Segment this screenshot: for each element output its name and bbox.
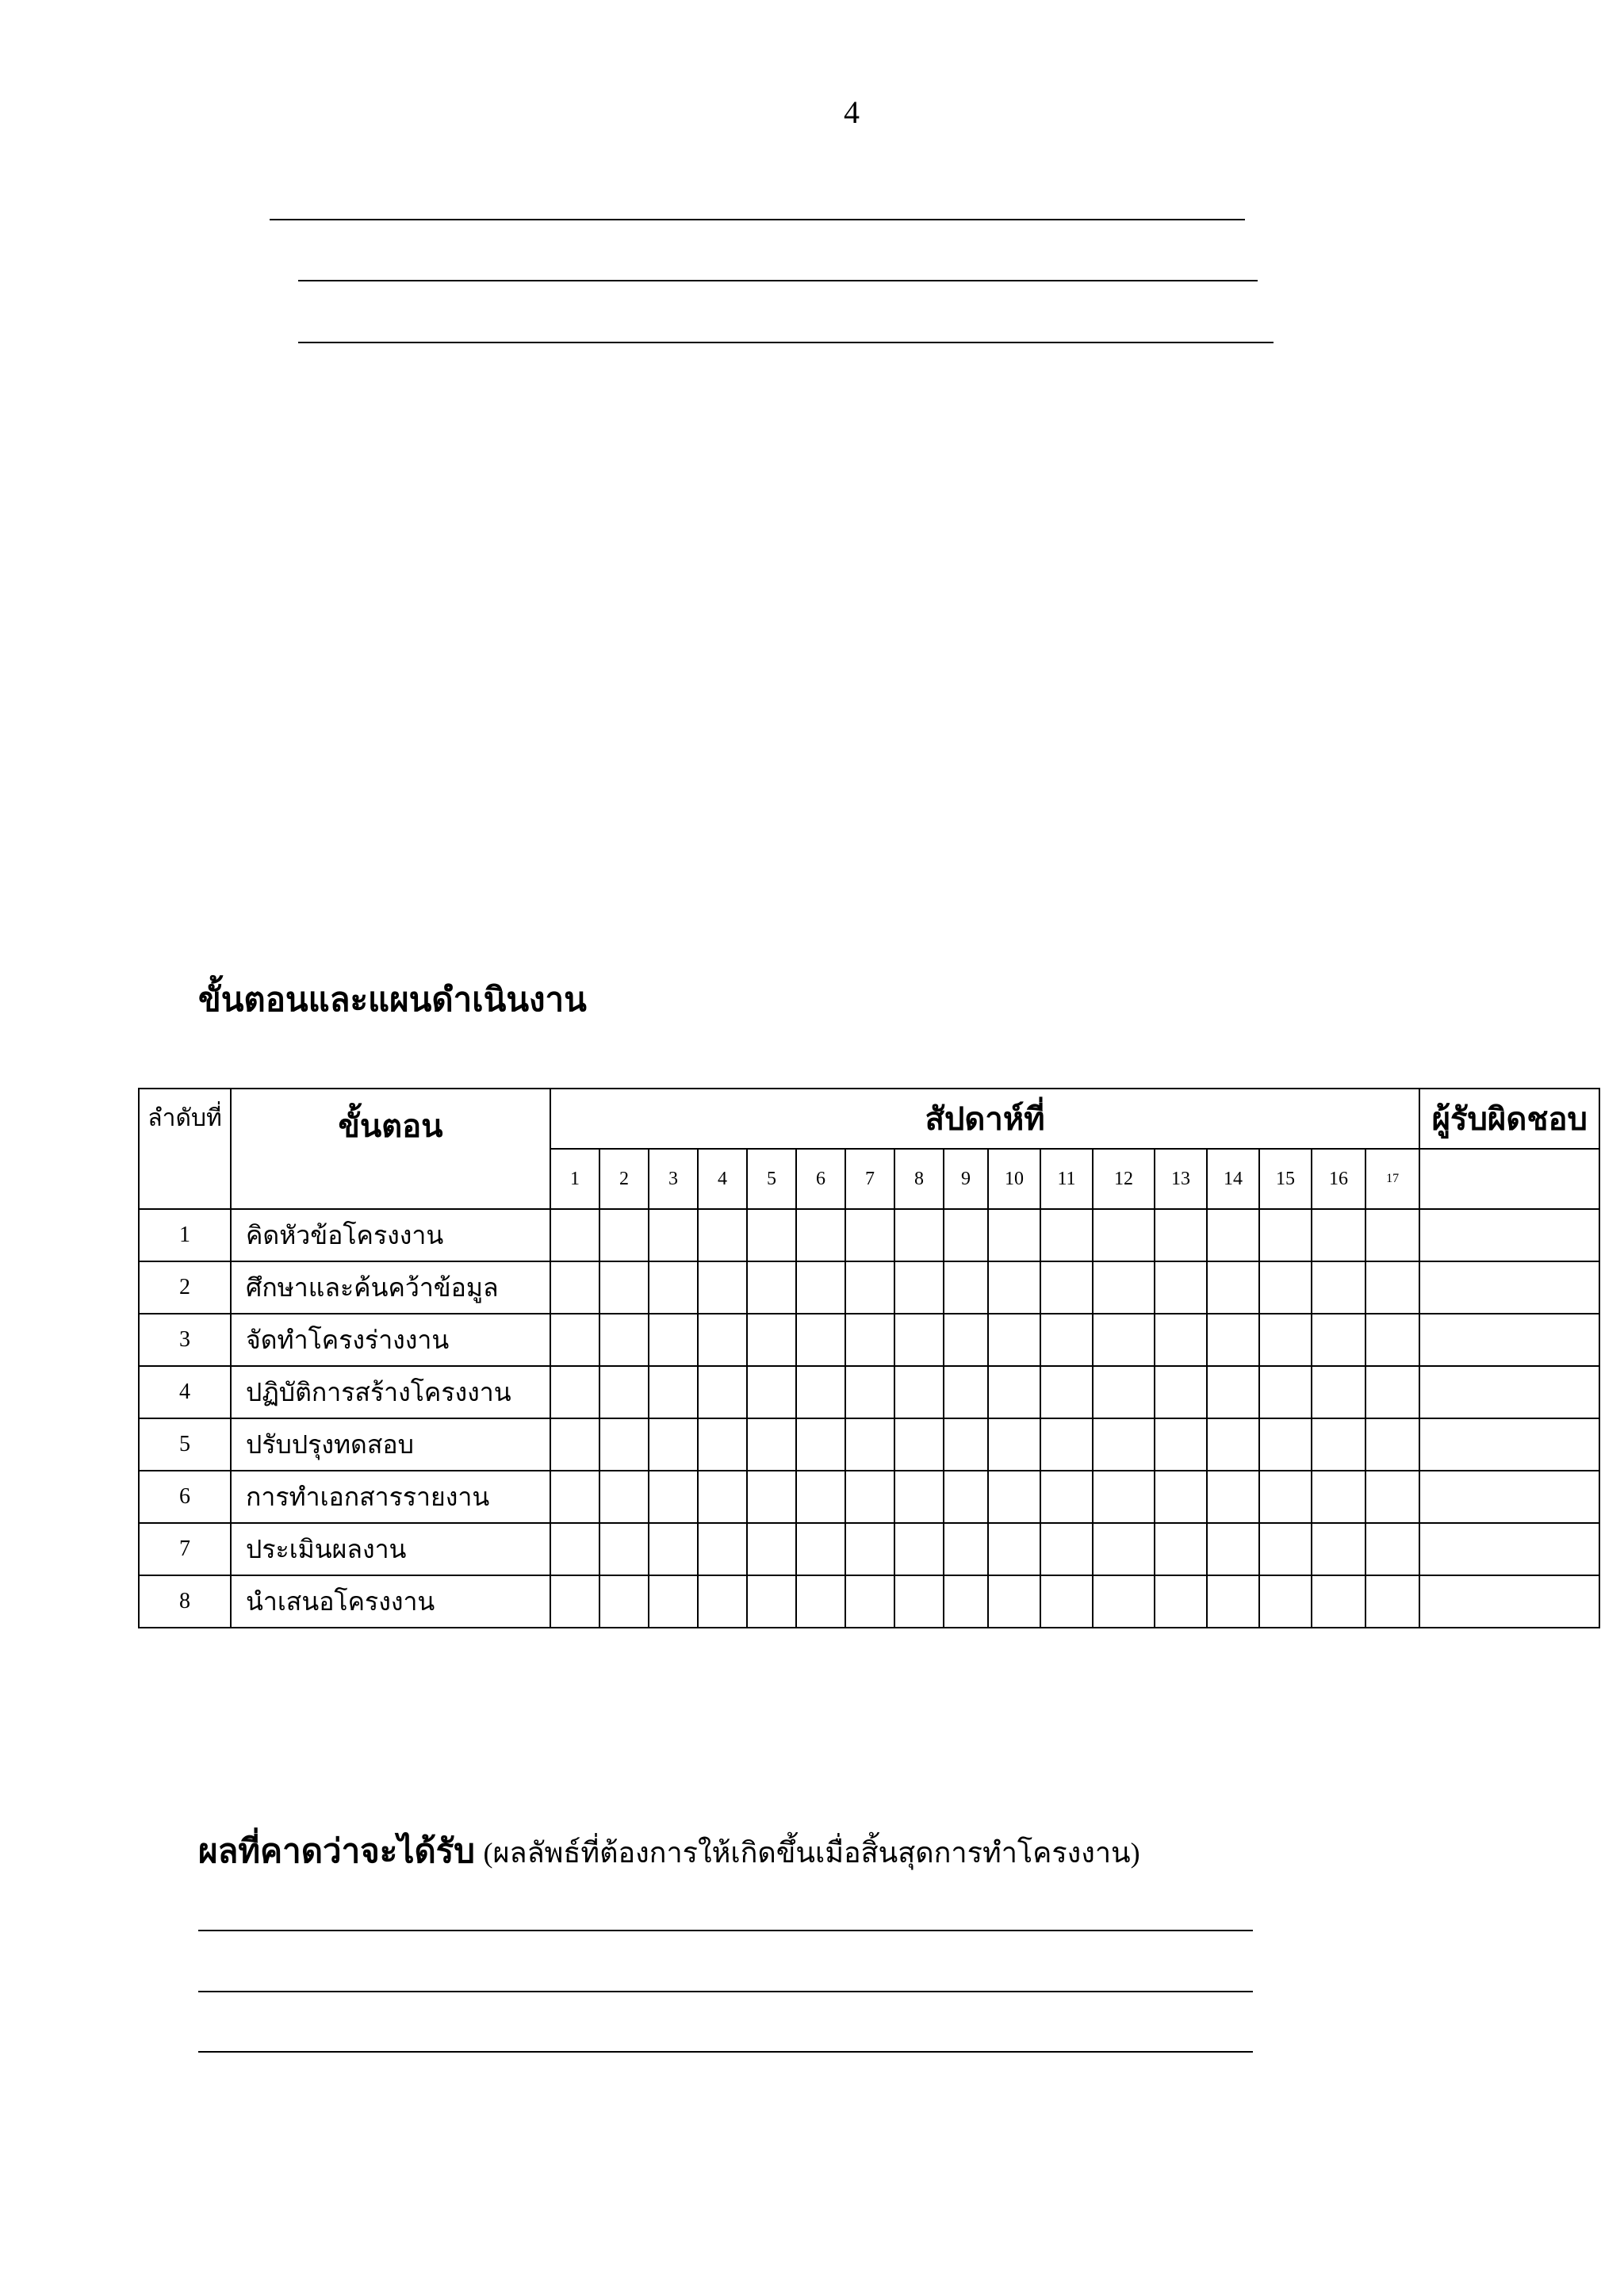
- week-cell: [944, 1523, 988, 1575]
- week-cell: [649, 1261, 698, 1314]
- week-cell: [1259, 1523, 1312, 1575]
- week-cell: [550, 1471, 599, 1523]
- owner-cell: [1419, 1523, 1599, 1575]
- week-cell: [1040, 1418, 1093, 1471]
- week-cell: [1312, 1418, 1365, 1471]
- week-cell: [1312, 1471, 1365, 1523]
- week-cell: [1207, 1209, 1259, 1261]
- week-cell: [1155, 1575, 1207, 1628]
- fill-line: [298, 342, 1274, 343]
- fill-line: [270, 219, 1245, 220]
- fill-line: [298, 280, 1258, 281]
- row-number: 2: [139, 1261, 231, 1314]
- week-cell: [845, 1314, 894, 1366]
- week-number: 16: [1312, 1149, 1365, 1209]
- week-cell: [1040, 1523, 1093, 1575]
- week-cell: [698, 1523, 747, 1575]
- week-cell: [1040, 1471, 1093, 1523]
- plan-table: [138, 1088, 1600, 1628]
- week-cell: [599, 1314, 649, 1366]
- week-cell: [599, 1418, 649, 1471]
- week-cell: [1207, 1523, 1259, 1575]
- week-cell: [944, 1575, 988, 1628]
- week-cell: [894, 1418, 944, 1471]
- week-cell: [845, 1418, 894, 1471]
- table-row: [139, 1209, 1599, 1261]
- week-cell: [1259, 1261, 1312, 1314]
- week-cell: [1207, 1366, 1259, 1418]
- header-weeks: สัปดาห์ที่: [550, 1089, 1419, 1149]
- step-name: ปฏิบัติการสร้างโครงงาน: [231, 1366, 550, 1418]
- week-cell: [1365, 1366, 1419, 1418]
- week-cell: [1155, 1471, 1207, 1523]
- week-cell: [1365, 1418, 1419, 1471]
- step-name: ศึกษาและค้นคว้าข้อมูล: [231, 1261, 550, 1314]
- page-number: 4: [844, 94, 860, 130]
- week-number: 11: [1040, 1149, 1093, 1209]
- week-cell: [988, 1471, 1040, 1523]
- week-number: 7: [845, 1149, 894, 1209]
- week-cell: [747, 1471, 796, 1523]
- week-cell: [698, 1575, 747, 1628]
- week-cell: [845, 1366, 894, 1418]
- row-number: 8: [139, 1575, 231, 1628]
- week-cell: [1259, 1575, 1312, 1628]
- week-cell: [1259, 1209, 1312, 1261]
- week-cell: [1207, 1314, 1259, 1366]
- week-cell: [845, 1523, 894, 1575]
- week-cell: [1040, 1209, 1093, 1261]
- week-cell: [1155, 1314, 1207, 1366]
- week-cell: [747, 1314, 796, 1366]
- week-number: 9: [944, 1149, 988, 1209]
- week-number: 17: [1365, 1149, 1419, 1209]
- week-cell: [988, 1314, 1040, 1366]
- week-cell: [1093, 1209, 1155, 1261]
- owner-cell: [1419, 1209, 1599, 1261]
- expected-note: (ผลลัพธ์ที่ต้องการให้เกิดขึ้นเมื่อสิ้นสุดการทำโครงงาน): [483, 1837, 1140, 1869]
- week-cell: [1155, 1418, 1207, 1471]
- expected-title: ผลที่คาดว่าจะได้รับ: [198, 1834, 475, 1870]
- week-cell: [1365, 1314, 1419, 1366]
- week-cell: [845, 1471, 894, 1523]
- week-cell: [649, 1523, 698, 1575]
- week-cell: [747, 1523, 796, 1575]
- week-cell: [845, 1261, 894, 1314]
- owner-cell: [1419, 1575, 1599, 1628]
- week-cell: [894, 1261, 944, 1314]
- week-cell: [944, 1209, 988, 1261]
- week-cell: [698, 1209, 747, 1261]
- week-cell: [1155, 1261, 1207, 1314]
- owner-cell: [1419, 1149, 1599, 1209]
- table-row: [139, 1261, 1599, 1314]
- week-cell: [1365, 1209, 1419, 1261]
- step-name: จัดทำโครงร่างงาน: [231, 1314, 550, 1366]
- week-cell: [1093, 1471, 1155, 1523]
- owner-cell: [1419, 1418, 1599, 1471]
- week-cell: [698, 1366, 747, 1418]
- week-cell: [550, 1575, 599, 1628]
- week-cell: [1093, 1261, 1155, 1314]
- table-row: [139, 1575, 1599, 1628]
- week-cell: [747, 1261, 796, 1314]
- week-cell: [1093, 1366, 1155, 1418]
- week-cell: [599, 1575, 649, 1628]
- week-cell: [944, 1261, 988, 1314]
- week-cell: [988, 1523, 1040, 1575]
- week-number: 12: [1093, 1149, 1155, 1209]
- week-cell: [698, 1418, 747, 1471]
- week-cell: [1155, 1366, 1207, 1418]
- fill-line: [198, 1991, 1253, 1992]
- week-cell: [1040, 1314, 1093, 1366]
- week-cell: [894, 1209, 944, 1261]
- week-cell: [894, 1314, 944, 1366]
- week-number: 2: [599, 1149, 649, 1209]
- week-cell: [944, 1418, 988, 1471]
- week-cell: [1040, 1261, 1093, 1314]
- week-cell: [747, 1575, 796, 1628]
- week-cell: [1093, 1575, 1155, 1628]
- row-number: 7: [139, 1523, 231, 1575]
- step-name: คิดหัวข้อโครงงาน: [231, 1209, 550, 1261]
- week-cell: [894, 1523, 944, 1575]
- owner-cell: [1419, 1471, 1599, 1523]
- table-row: [139, 1471, 1599, 1523]
- owner-cell: [1419, 1314, 1599, 1366]
- week-cell: [599, 1471, 649, 1523]
- week-cell: [1040, 1575, 1093, 1628]
- week-cell: [845, 1575, 894, 1628]
- week-cell: [796, 1575, 845, 1628]
- week-cell: [796, 1314, 845, 1366]
- week-cell: [796, 1366, 845, 1418]
- week-cell: [1207, 1261, 1259, 1314]
- row-number: 6: [139, 1471, 231, 1523]
- row-number: 3: [139, 1314, 231, 1366]
- fill-line: [198, 2051, 1253, 2053]
- table-row: [139, 1314, 1599, 1366]
- week-cell: [1093, 1314, 1155, 1366]
- week-cell: [988, 1418, 1040, 1471]
- week-cell: [649, 1366, 698, 1418]
- week-number: 15: [1259, 1149, 1312, 1209]
- week-cell: [698, 1314, 747, 1366]
- week-cell: [649, 1418, 698, 1471]
- week-cell: [698, 1261, 747, 1314]
- week-number: 10: [988, 1149, 1040, 1209]
- week-cell: [894, 1366, 944, 1418]
- week-number: 6: [796, 1149, 845, 1209]
- week-cell: [1365, 1523, 1419, 1575]
- header-owner: ผู้รับผิดชอบ: [1419, 1089, 1599, 1149]
- week-cell: [944, 1471, 988, 1523]
- step-name: ปรับปรุงทดสอบ: [231, 1418, 550, 1471]
- week-cell: [1365, 1575, 1419, 1628]
- week-cell: [1312, 1366, 1365, 1418]
- week-cell: [1312, 1209, 1365, 1261]
- week-cell: [988, 1575, 1040, 1628]
- week-cell: [747, 1209, 796, 1261]
- week-number: 14: [1207, 1149, 1259, 1209]
- week-cell: [649, 1471, 698, 1523]
- week-cell: [550, 1209, 599, 1261]
- week-cell: [1093, 1523, 1155, 1575]
- week-number: 8: [894, 1149, 944, 1209]
- row-number: 4: [139, 1366, 231, 1418]
- plan-heading: ขั้นตอนและแผนดำเนินงาน: [198, 982, 587, 1019]
- week-number: 4: [698, 1149, 747, 1209]
- week-number: 1: [550, 1149, 599, 1209]
- step-name: นำเสนอโครงงาน: [231, 1575, 550, 1628]
- week-cell: [796, 1261, 845, 1314]
- table-row: [139, 1523, 1599, 1575]
- week-cell: [944, 1366, 988, 1418]
- row-number: 1: [139, 1209, 231, 1261]
- week-cell: [1365, 1261, 1419, 1314]
- week-cell: [1040, 1366, 1093, 1418]
- table-row: [139, 1418, 1599, 1471]
- week-number: 5: [747, 1149, 796, 1209]
- expected-heading: [198, 1825, 1140, 1877]
- week-cell: [698, 1471, 747, 1523]
- week-cell: [649, 1209, 698, 1261]
- header-step: ขั้นตอน: [231, 1089, 550, 1209]
- week-cell: [1312, 1523, 1365, 1575]
- week-cell: [1312, 1314, 1365, 1366]
- week-cell: [845, 1209, 894, 1261]
- owner-cell: [1419, 1261, 1599, 1314]
- week-cell: [1207, 1471, 1259, 1523]
- week-cell: [550, 1261, 599, 1314]
- row-number: 5: [139, 1418, 231, 1471]
- week-cell: [550, 1366, 599, 1418]
- week-cell: [1155, 1523, 1207, 1575]
- week-cell: [747, 1418, 796, 1471]
- week-number: 3: [649, 1149, 698, 1209]
- week-cell: [988, 1261, 1040, 1314]
- week-cell: [599, 1523, 649, 1575]
- week-cell: [796, 1523, 845, 1575]
- week-cell: [649, 1575, 698, 1628]
- week-cell: [1365, 1471, 1419, 1523]
- week-cell: [1312, 1575, 1365, 1628]
- week-cell: [988, 1366, 1040, 1418]
- week-cell: [1155, 1209, 1207, 1261]
- week-cell: [988, 1209, 1040, 1261]
- week-number: 13: [1155, 1149, 1207, 1209]
- week-cell: [1093, 1418, 1155, 1471]
- header-seq: ลำดับที่: [139, 1089, 231, 1209]
- owner-cell: [1419, 1366, 1599, 1418]
- fill-line: [198, 1930, 1253, 1931]
- week-cell: [550, 1418, 599, 1471]
- week-cell: [796, 1209, 845, 1261]
- week-cell: [599, 1261, 649, 1314]
- week-cell: [1259, 1314, 1312, 1366]
- table-row: [139, 1366, 1599, 1418]
- week-cell: [1259, 1366, 1312, 1418]
- week-cell: [1207, 1575, 1259, 1628]
- step-name: ประเมินผลงาน: [231, 1523, 550, 1575]
- step-name: การทำเอกสารรายงาน: [231, 1471, 550, 1523]
- week-cell: [550, 1523, 599, 1575]
- week-cell: [649, 1314, 698, 1366]
- week-cell: [1207, 1418, 1259, 1471]
- week-cell: [1312, 1261, 1365, 1314]
- week-cell: [796, 1418, 845, 1471]
- week-cell: [944, 1314, 988, 1366]
- week-cell: [1259, 1471, 1312, 1523]
- week-cell: [894, 1471, 944, 1523]
- week-cell: [550, 1314, 599, 1366]
- week-cell: [599, 1209, 649, 1261]
- week-cell: [796, 1471, 845, 1523]
- week-cell: [1259, 1418, 1312, 1471]
- week-cell: [599, 1366, 649, 1418]
- week-cell: [747, 1366, 796, 1418]
- week-cell: [894, 1575, 944, 1628]
